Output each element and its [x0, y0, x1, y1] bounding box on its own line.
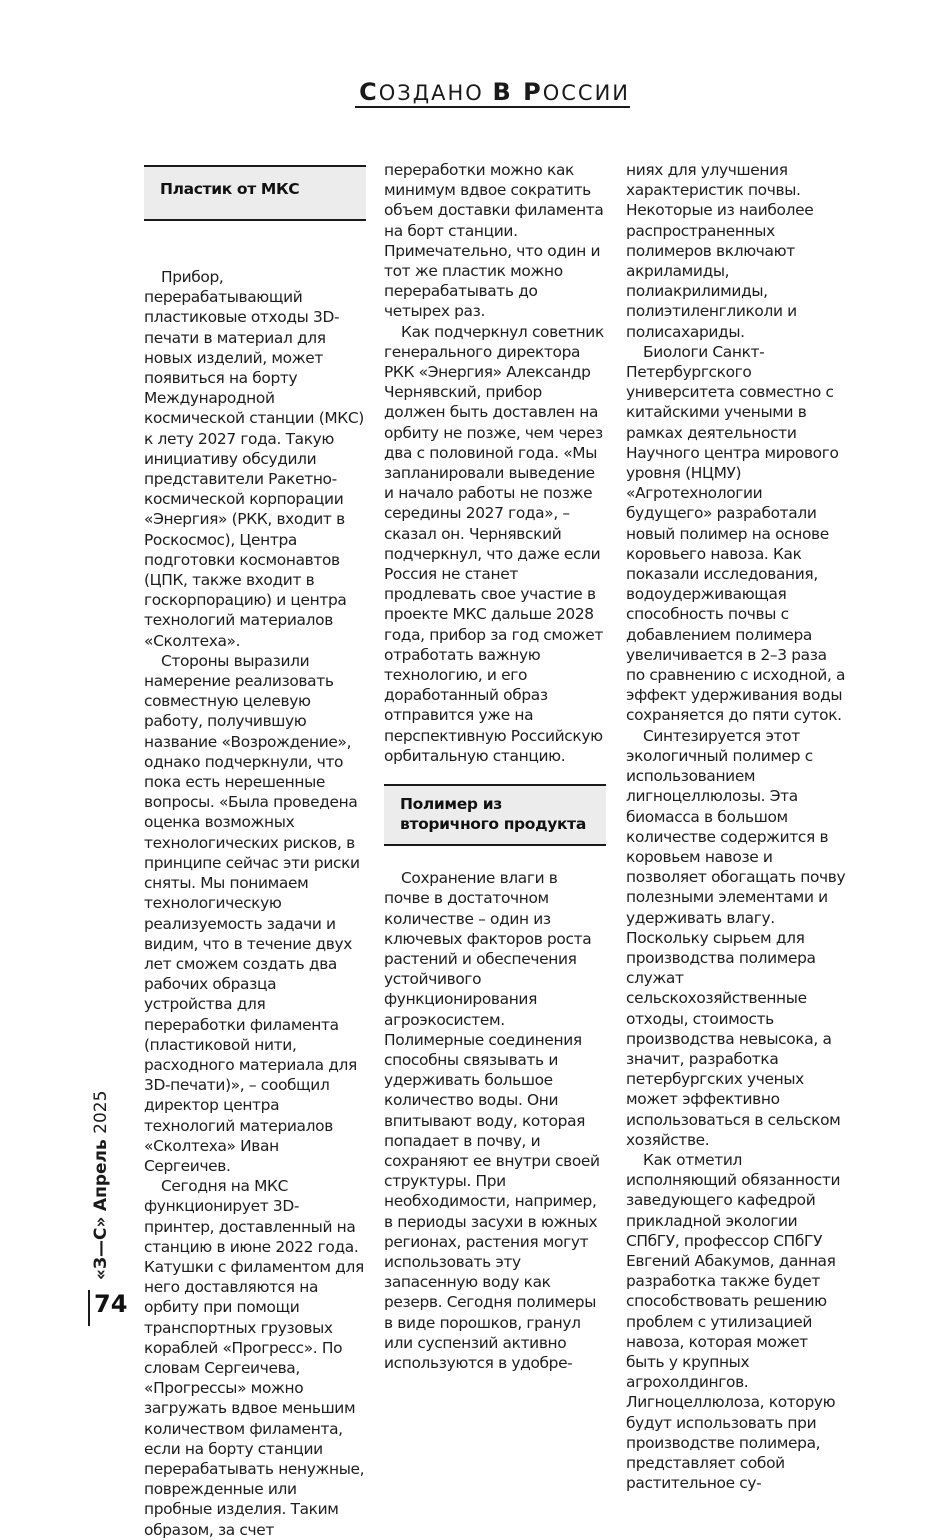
paragraph: Стороны выразили намерение реализовать совместную целевую работу, получившую название «Возрождение», однако подчеркнули, что пока есть нерешенные вопросы. «Была проведена оценка возможных технологических рисков, в принципе сейчас эти риски сняты. Мы понимаем технологическую реализуемость задачи и видим, что в течение двух лет сможем создать два рабочих образца устройства для переработки филамента (пластиковой нити, расходного материала для 3D-печати)», – сообщил директор центра технологий материалов «Сколтеха» Иван Сергеичев. — [144, 651, 360, 1175]
magazine-issue-label — [91, 1091, 111, 1280]
column-1 — [144, 165, 366, 1540]
paragraph: Прибор, перерабатывающий пластиковые отходы 3D-печати в материал для новых изделий, может появиться на борту Международной космической станции (МКС) к лету 2027 года. Такую инициативу обсудили представители Ракетно-космической корпорации «Энергия» (РКК, входит в Роскосмос), Центра подготовки космонавтов (ЦПК, также входит в госкорпорацию) и центра технологий материалов «Сколтеха». — [144, 268, 364, 650]
section-header-text: СОЗДАНО В РОССИИ — [359, 78, 630, 106]
paragraph: Сохранение влаги в почве в достаточном количестве – один из ключевых факторов роста растений и обеспечения устойчивого функционирования агроэкосистем. Полимерные соединения способны связывать и удерживать большое количество воды. Они впитывают воду, которая попадает в почву, и сохраняют ее внутри своей структуры. При необходимости, например, в периоды засухи в южных регионах, растения могут использовать эту запасенную воду как резерв. Сегодня полимеры в виде порошков, гранул или суспензий активно используются в удобре- — [384, 869, 600, 1372]
paragraph: переработки можно как минимум вдвое сократить объем доставки филамента на борт станции. Примечательно, что один и тот же пластик можно перерабатывать до четырех раз. — [384, 161, 604, 321]
article-title-polymer: Полимер из вторичного продукта — [384, 784, 606, 846]
article-title-plastic: Пластик от МКС — [144, 165, 366, 221]
paragraph: Биологи Санкт-Петербургского университета совместно с китайскими учеными в рамках деятельности Научного центра мирового уровня (НЦМУ) «Агротехнологии будущего» разработали новый полимер на основе коровьего навоза. Как показали исследования, водоудерживающая способность почвы с добавлением полимера увеличивается в 2–3 раза по сравнению с исходной, а эффект удерживания воды сохраняется до пяти суток. — [626, 342, 846, 725]
page-number-rule — [88, 1290, 90, 1326]
paragraph: Как отметил исполняющий обязанности заведующего кафедрой прикладной экологии СПбГУ, профессор СПбГУ Евгений Абакумов, данная разработка также будет способствовать решению проблем с утилизацией навоза, которая может быть у крупных агрохолдингов. Лигноцеллюлоза, которую будут использовать при производстве полимера, представляет собой растительное су- — [626, 1150, 841, 1493]
column-2 — [384, 160, 606, 1373]
section-header — [355, 80, 630, 106]
column-3 — [626, 160, 848, 1493]
issue-year: 2025 — [91, 1090, 111, 1134]
issue-month: Апрель — [91, 1139, 111, 1212]
page-number: 74 — [94, 1290, 128, 1318]
paragraph: Сегодня на МКС функционирует 3D-принтер, доставленный на станцию в июне 2022 года. Катушки с филаментом для него доставляются на орбиту при помощи транспортных грузовых кораблей «Прогресс». По словам Сергеичева, «Прогрессы» можно загружать вдвое меньшим количеством филамента, если на борту станции перерабатывать ненужные, поврежденные или пробные изделия. Таким образом, за счет — [144, 1177, 365, 1539]
paragraph: Синтезируется этот экологичный полимер с использованием лигноцеллюлозы. Эта биомасса в большом количестве содержится в коровьем навозе и позволяет обогащать почву полезными элементами и удерживать влагу. Поскольку сырьем для производства полимера служат сельскохозяйственные отходы, стоимость производства невысока, а значит, разработка петербургских ученых может эффективно использоваться в сельском хозяйстве. — [626, 726, 846, 1149]
magazine-sidebar — [76, 1070, 111, 1280]
paragraph: Как подчеркнул советник генерального директора РКК «Энергия» Александр Чернявский, прибор должен быть доставлен на орбиту не позже, чем через два с половиной года. «Мы запланировали выведение и начало работы не позже середины 2027 года», – сказал он. Чернявский подчеркнул, что даже если Россия не станет продлевать свое участие в проекте МКС дальше 2028 года, прибор за год сможет отработать важную технологию, и его доработанный образ отправится уже на перспективную Российскую орбитальную станцию. — [384, 322, 604, 765]
magazine-name: «З—С» — [91, 1216, 111, 1280]
header-rule — [355, 106, 630, 108]
paragraph: ниях для улучшения характеристик почвы. Некоторые из наиболее распространенных полимеров включают акриламиды, полиакрилимиды, полиэтиленгликоли и полисахариды. — [626, 161, 814, 341]
